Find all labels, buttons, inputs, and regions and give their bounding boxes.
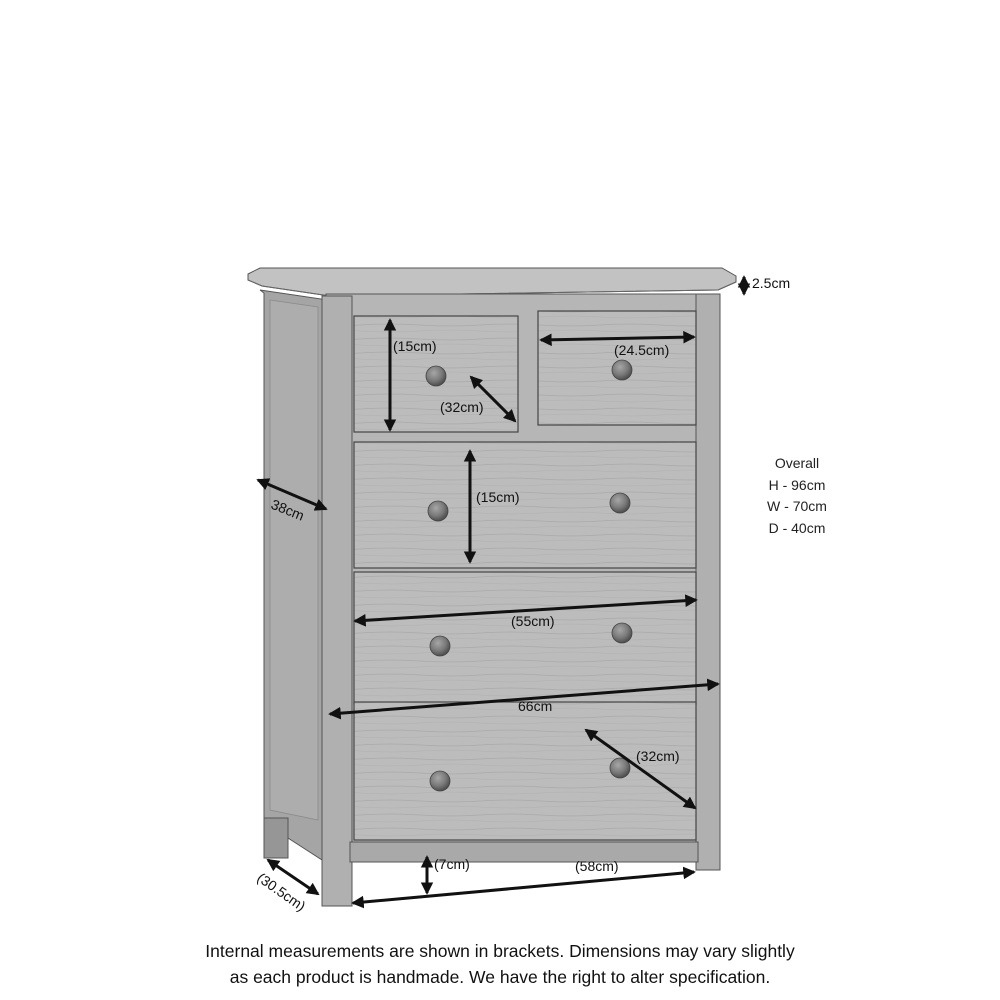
footer-note <box>0 938 1000 990</box>
knob <box>430 636 450 656</box>
knob <box>426 366 446 386</box>
drawer-second <box>354 442 696 568</box>
footer-line-2: as each product is handmade. We have the right to alter specification. <box>229 967 771 987</box>
base-width-arrow <box>353 872 694 903</box>
inner-width-label: 66cm <box>518 698 553 714</box>
bottom-rail <box>350 842 698 862</box>
base-width-label: (58cm) <box>575 858 619 874</box>
small-drawer-depth-label: (32cm) <box>440 399 484 415</box>
knob <box>430 771 450 791</box>
knob <box>612 623 632 643</box>
drawer-width-label: (55cm) <box>511 613 555 629</box>
small-drawer-height-label: (15cm) <box>393 338 437 354</box>
large-drawer-height-label: (15cm) <box>476 489 520 505</box>
overall-width: W - 70cm <box>767 498 827 514</box>
bottom-drawer-depth-label: (32cm) <box>636 748 680 764</box>
foot-depth-label: (30.5cm) <box>254 869 309 915</box>
knob <box>610 493 630 513</box>
side-depth-label: 38cm <box>268 495 307 524</box>
chest <box>248 268 736 906</box>
chest-top <box>248 268 736 296</box>
foot-height-label: (7cm) <box>434 856 470 872</box>
knob <box>428 501 448 521</box>
overall-height: H - 96cm <box>768 476 826 493</box>
small-drawer-width-label: (24.5cm) <box>614 342 670 358</box>
overall-dimensions <box>740 453 854 539</box>
back-foot <box>264 818 288 858</box>
drawer-third <box>354 572 696 704</box>
front-left-leg <box>322 296 352 906</box>
knob <box>612 360 632 380</box>
footer-line-1: Internal measurements are shown in brackets. Dimensions may vary slightly <box>205 941 795 961</box>
overall-title: Overall <box>774 455 820 471</box>
overall-depth: D - 40cm <box>768 519 826 536</box>
top-thickness-label: 2.5cm <box>752 275 791 291</box>
front-right-leg <box>696 294 720 870</box>
